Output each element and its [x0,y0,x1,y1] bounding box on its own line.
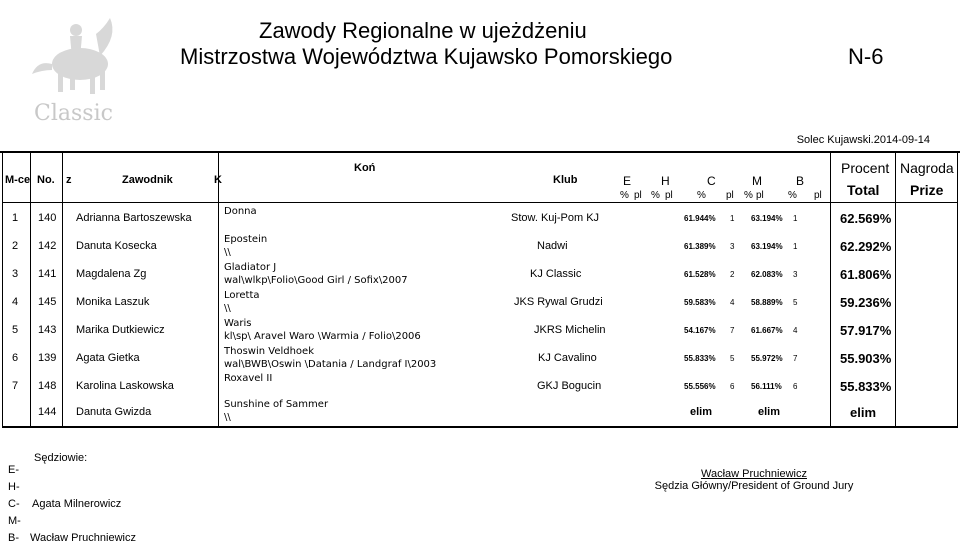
row-c-pct: elim [690,406,713,418]
col-c-pl: pl [726,190,734,201]
col-e-pct: % [620,190,629,201]
table-right-border [957,152,958,426]
chief-judge-name: Wacław Pruchniewicz [701,468,807,480]
row-no: 141 [38,268,57,280]
col-total: Total [847,182,880,198]
table-left-border [2,152,3,426]
row-c-pct: 61.944% [684,214,716,223]
col-place: M-ce [5,174,31,186]
row-club: JKS Rywal Grudzi [514,296,603,308]
row-rider: Magdalena Zg [76,268,147,280]
row-c-pl: 7 [730,326,735,335]
row-c-pct: 61.389% [684,242,716,251]
judge-pos-c: C- [8,498,20,510]
col-m-pl: pl [756,190,764,201]
row-horse-pedigree: \\ [224,246,231,258]
row-place: 3 [12,268,19,280]
page-subtitle: Mistrzostwa Województwa Kujawsko Pomorskiego [180,44,673,69]
col-divider [830,152,831,426]
col-no: No. [37,174,55,186]
row-b-pct: elim [758,406,781,418]
col-horse: Koń [354,162,376,174]
row-no: 148 [38,380,57,392]
row-total: 62.569% [840,211,892,226]
row-place: 1 [12,212,19,224]
row-horse-pedigree: \\ [224,302,231,314]
row-rider: Agata Gietka [76,352,140,364]
classic-logo [10,6,140,124]
row-horse [224,262,408,287]
col-divider [895,152,896,426]
row-club: GKJ Bogucin [537,380,602,392]
col-m-pct: % [744,190,753,201]
row-horse [224,399,328,424]
col-judge-e: E [623,174,632,188]
row-horse [224,318,421,343]
row-c-pct: 54.167% [684,326,716,335]
row-c-pl: 1 [730,214,735,223]
col-b-pct: % [788,190,797,201]
row-total: 57.917% [840,323,892,338]
logo-text: Classic [34,101,113,124]
row-club: JKRS Michelin [534,324,606,336]
row-b-pct: 61.667% [751,326,783,335]
row-total: 61.806% [840,267,892,282]
row-rider: Danuta Kosecka [76,240,157,252]
row-horse [224,234,267,259]
row-no: 139 [38,352,57,364]
row-club: KJ Classic [530,268,582,280]
row-c-pct: 61.528% [684,270,716,279]
row-horse-pedigree: wal\wlkp\Folio\Good Girl / Sofix\2007 [224,274,408,286]
chief-judge-block [654,468,854,492]
row-place: 4 [12,296,19,308]
row-b-pl: 3 [793,270,798,279]
row-horse-name: Donna [224,206,257,217]
row-horse-name: Loretta [224,290,260,301]
table-top-rule [0,151,960,153]
row-b-pl: 1 [793,242,798,251]
col-divider [62,152,63,426]
row-rider: Karolina Laskowska [76,380,174,392]
col-h-pct: % [651,190,660,201]
page-title: Zawody Regionalne w ujeżdżeniu [259,18,587,43]
col-prize: Prize [910,182,944,198]
row-horse [224,206,257,219]
col-c-pct: % [697,190,706,201]
row-b-pct: 56.111% [751,382,782,391]
col-divider [30,152,31,426]
row-horse [224,290,260,315]
row-b-pl: 6 [793,382,798,391]
row-place: 5 [12,324,19,336]
row-b-pl: 5 [793,298,798,307]
row-horse-name: Thoswin Veldhoek [224,346,314,357]
row-no: 143 [38,324,57,336]
row-horse [224,373,272,386]
row-place: 6 [12,352,19,364]
row-b-pl: 7 [793,354,798,363]
col-divider [218,152,219,426]
judges-title: Sędziowie: [34,452,88,464]
row-horse-pedigree: wal\BWB\Oswin \Datania / Landgraf I\2003 [224,358,437,370]
row-b-pl: 1 [793,214,798,223]
col-e-pl: pl [634,190,642,201]
row-horse-name: Waris [224,318,252,329]
col-judge-c: C [707,174,716,188]
col-award: Nagroda [900,160,954,176]
row-rider: Monika Laszuk [76,296,150,308]
row-b-pl: 4 [793,326,798,335]
row-c-pl: 5 [730,354,735,363]
row-c-pl: 3 [730,242,735,251]
col-z: z [66,174,72,186]
col-rider: Zawodnik [122,174,173,186]
judge-c-name: Agata Milnerowicz [32,498,122,510]
col-percent: Procent [841,160,890,176]
judge-pos-h: H- [8,481,20,493]
row-total: 62.292% [840,239,892,254]
row-total: elim [850,405,877,420]
row-total: 59.236% [840,295,892,310]
row-c-pct: 55.833% [684,354,716,363]
row-rider: Adrianna Bartoszewska [76,212,192,224]
row-horse-pedigree: kl\sp\ Aravel Waro \Warmia / Folio\2006 [224,330,421,342]
header-bottom-rule [2,202,957,203]
row-horse-name: Gladiator J [224,262,277,273]
row-b-pct: 55.972% [751,354,783,363]
col-judge-b: B [796,174,805,188]
row-c-pl: 4 [730,298,735,307]
row-c-pct: 55.556% [684,382,716,391]
row-no: 145 [38,296,57,308]
row-rider: Danuta Gwizda [76,406,152,418]
class-code: N-6 [848,44,884,69]
col-k: K [214,174,222,186]
row-b-pct: 62.083% [751,270,783,279]
row-no: 142 [38,240,57,252]
row-horse-name: Sunshine of Sammer [224,399,329,410]
row-club: Nadwi [537,240,568,252]
row-total: 55.833% [840,379,892,394]
row-b-pct: 63.194% [751,214,783,223]
row-place: 2 [12,240,19,252]
judge-b-name: Wacław Pruchniewicz [30,532,136,544]
horse-rider-logo-icon [10,6,140,124]
row-horse-pedigree: \\ [224,411,231,423]
row-horse-name: Roxavel II [224,373,273,384]
row-b-pct: 58.889% [751,298,783,307]
col-b-pl: pl [814,190,822,201]
col-club: Klub [553,174,578,186]
row-c-pl: 6 [730,382,735,391]
row-c-pct: 59.583% [684,298,716,307]
chief-judge-title: Sędzia Główny/President of Ground Jury [654,480,854,492]
judge-pos-m: M- [8,515,21,527]
place-date: Solec Kujawski.2014-09-14 [796,134,930,146]
row-club: Stow. Kuj-Pom KJ [511,212,600,224]
row-no: 144 [38,406,57,418]
judge-pos-b: B- [8,532,19,544]
row-b-pct: 63.194% [751,242,783,251]
row-club: KJ Cavalino [538,352,597,364]
row-horse-name: Epostein [224,234,268,245]
row-rider: Marika Dutkiewicz [76,324,165,336]
row-place: 7 [12,380,19,392]
row-c-pl: 2 [730,270,735,279]
col-judge-m: M [752,174,762,188]
col-h-pl: pl [665,190,673,201]
row-total: 55.903% [840,351,892,366]
col-judge-h: H [661,174,670,188]
row-no: 140 [38,212,57,224]
row-horse [224,346,436,371]
judge-pos-e: E- [8,464,19,476]
